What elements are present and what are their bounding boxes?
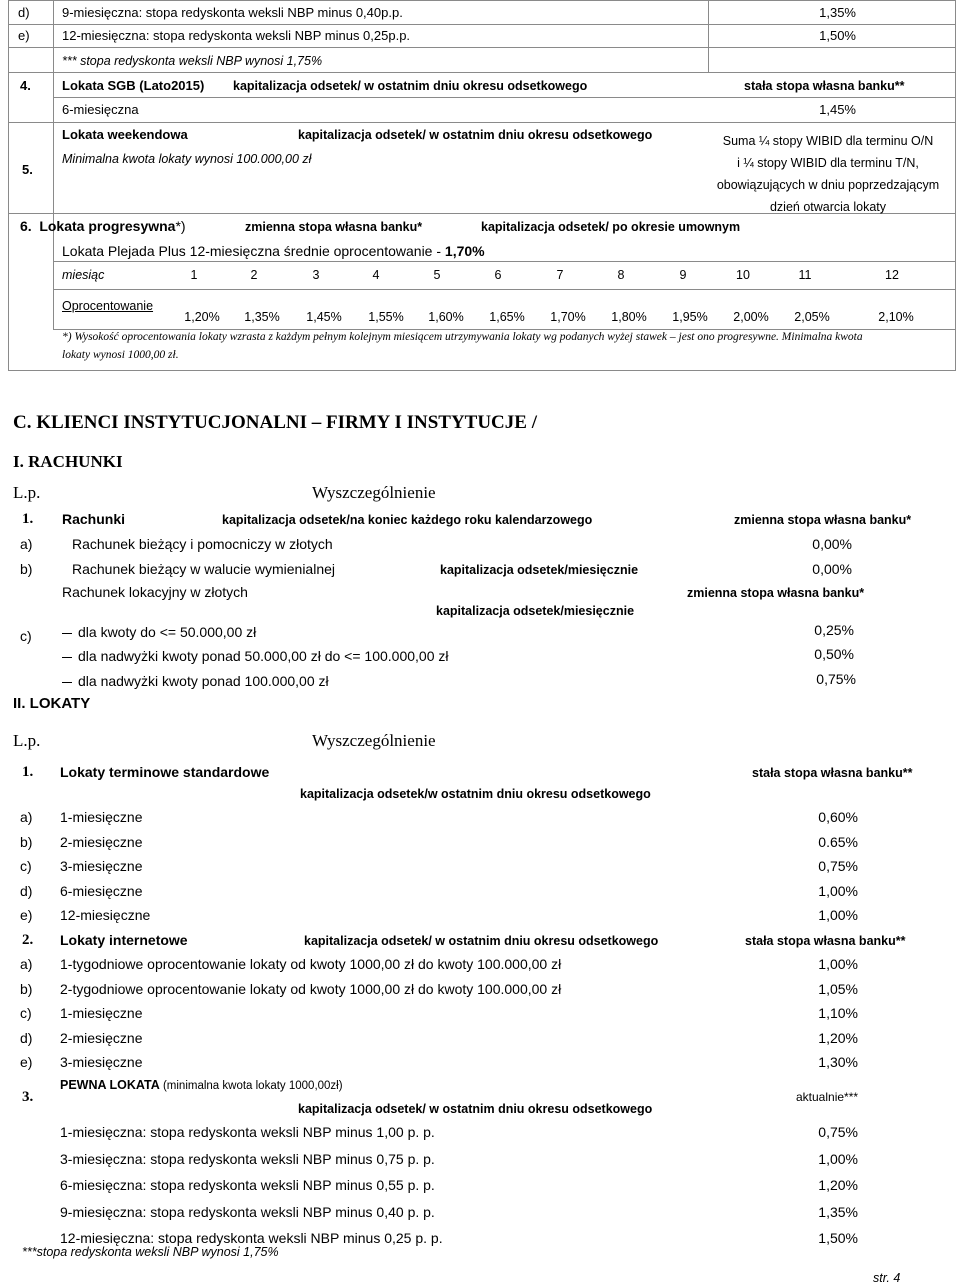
row-value: 0.65% (818, 833, 858, 850)
section-number: 2. (22, 932, 34, 948)
row-value: 1,00% (818, 956, 858, 972)
row-label: 2-miesięczne (60, 833, 143, 850)
lokaty-title: II. LOKATY (13, 695, 91, 712)
capitalization-note: kapitalizacja odsetek/miesięcznie (440, 563, 639, 577)
row-label: 6-miesięczne (60, 882, 143, 899)
row-label: 1-miesięczne (60, 809, 143, 825)
month-rate: 1,80% (611, 310, 647, 324)
row-divider (53, 261, 956, 262)
row-divider (8, 24, 956, 25)
row-letter: a) (20, 809, 33, 825)
row-label: 6-miesięczna: stopa redyskonta weksli NBP minus 0,55 p. p. (60, 1177, 435, 1193)
table-border-top (8, 0, 956, 1)
average-rate: 1,70% (444, 243, 485, 259)
row-divider (53, 289, 956, 290)
tier-value: 0,50% (814, 646, 854, 662)
row-value: 0,75% (818, 1124, 858, 1140)
deposit-heading (20, 218, 186, 234)
row-value: 1,50% (819, 28, 856, 43)
row-divider (8, 122, 956, 123)
section-number: 1. (22, 764, 34, 780)
lp-header: L.p. (13, 731, 41, 750)
capitalization-note: kapitalizacja odsetek/ w ostatnim dniu okresu odsetkowego (298, 128, 653, 142)
footnote: *** stopa redyskonta weksli NBP wynosi 1,75% (62, 54, 323, 68)
row-letter: b) (20, 561, 33, 577)
row-letter: e) (20, 907, 33, 923)
row-value: 1,00% (818, 882, 858, 899)
tier-item (62, 673, 329, 689)
row-letter: d) (18, 5, 30, 20)
month-rate: 1,60% (428, 310, 464, 324)
row-divider (8, 72, 956, 73)
row-value: 1,05% (818, 980, 858, 997)
product-description: 12-miesięczna średnie oprocentowanie - (185, 243, 445, 259)
deposit-title: Lokata progresywna (39, 218, 176, 234)
tier-label: dla nadwyżki kwoty ponad 50.000,00 zł do <= 100.000,00 zł (78, 648, 449, 664)
row-letter: c) (20, 858, 32, 874)
month-number: 6 (494, 268, 502, 282)
row-label: 2-tygodniowe oprocentowanie lokaty od kwoty 1000,00 zł do kwoty 100.000,00 zł (60, 980, 562, 997)
row-value: 0,75% (818, 858, 858, 874)
month-rate: 2,10% (878, 310, 914, 324)
row-label: 2-miesięczne (60, 1029, 143, 1046)
rate-description (708, 130, 948, 218)
row-letter: e) (18, 28, 30, 43)
tier-item (62, 624, 256, 640)
row-value: 0,60% (818, 809, 858, 825)
row-label: Rachunek lokacyjny w złotych (62, 584, 248, 600)
product-summary (62, 243, 485, 259)
row-value: 1,00% (818, 907, 858, 923)
month-rate: 1,95% (672, 310, 708, 324)
row-label: Rachunek bieżący i pomocniczy w złotych (72, 536, 333, 552)
capitalization-note: kapitalizacja odsetek/na koniec każdego roku kalendarzowego (222, 513, 593, 527)
month-number: 8 (617, 268, 625, 282)
row-value: 1,50% (818, 1230, 858, 1246)
row-label: 9-miesięczna: stopa redyskonta weksli NBP minus 0,40 p. p. (60, 1203, 435, 1220)
capitalization-note: kapitalizacja odsetek/w ostatnim dniu okresu odsetkowego (300, 787, 651, 801)
row-label: 3-miesięczna: stopa redyskonta weksli NBP minus 0,75 p. p. (60, 1150, 435, 1167)
rate-line: i ¼ stopy WIBID dla terminu T/N, (737, 156, 919, 170)
month-rate: 1,35% (244, 310, 280, 324)
month-number: 10 (736, 268, 750, 282)
section-number: 3. (22, 1089, 34, 1105)
month-number: 3 (312, 268, 320, 282)
rate-label: Oprocentowanie (62, 299, 154, 313)
lp-header: L.p. (13, 483, 41, 502)
month-rate: 1,45% (306, 310, 342, 324)
row-label: 1-miesięczna: stopa redyskonta weksli NBP minus 1,00 p. p. (60, 1124, 435, 1140)
row-label: 3-miesięczne (60, 1054, 143, 1070)
row-letter: c) (20, 1005, 32, 1021)
row-value: 1,35% (819, 5, 856, 20)
row-value: 1,45% (819, 102, 856, 117)
rate-line: Suma ¼ stopy WIBID dla terminu O/N (722, 134, 934, 148)
table-border-left (8, 0, 9, 371)
dash-marker (62, 682, 72, 683)
minimum-amount-note: Minimalna kwota lokaty wynosi 100.000,00 zł (62, 152, 312, 166)
month-rate: 1,70% (550, 310, 586, 324)
deposit-title: Lokaty internetowe (60, 932, 188, 948)
row-letter: d) (20, 1029, 33, 1046)
row-value: 0,00% (812, 561, 852, 577)
row-divider (53, 329, 956, 330)
rate-type: stała stopa własna banku** (744, 79, 905, 93)
deposit-title: Lokaty terminowe standardowe (60, 764, 270, 780)
capitalization-note: kapitalizacja odsetek/ w ostatnim dniu okresu odsetkowego (304, 934, 659, 948)
section-number: 4. (20, 78, 31, 93)
section-number: 6. (20, 218, 32, 234)
rate-type: stała stopa własna banku** (752, 766, 913, 780)
footnote-marker: *) (175, 218, 186, 234)
month-number: 1 (190, 268, 198, 282)
product-name: Lokata Plejada Plus (62, 243, 186, 259)
tier-value: 0,25% (814, 622, 854, 638)
row-divider (8, 47, 956, 48)
deposit-title: Lokata weekendowa (62, 127, 188, 142)
row-label: 6-miesięczna (62, 102, 139, 117)
row-label: Rachunek bieżący w walucie wymienialnej (72, 561, 336, 577)
row-value: 1,30% (818, 1054, 858, 1070)
month-label: miesiąc (62, 268, 105, 282)
month-rate: 1,55% (368, 310, 404, 324)
tier-label: dla nadwyżki kwoty ponad 100.000,00 zł (78, 673, 329, 689)
row-label: 9-miesięczna: stopa redyskonta weksli NBP minus 0,40p.p. (62, 5, 403, 20)
month-rate: 2,05% (794, 310, 830, 324)
account-title: Rachunki (62, 511, 126, 527)
capitalization-note: kapitalizacja odsetek/ po okresie umownym (481, 220, 741, 234)
table-border-bottom (8, 370, 956, 371)
month-number: 7 (556, 268, 564, 282)
deposit-title-note: (minimalna kwota lokaty 1000,00zł) (159, 1080, 343, 1092)
capitalization-note: kapitalizacja odsetek/miesięcznie (436, 604, 635, 618)
rate-line: dzień otwarcia lokaty (769, 200, 887, 214)
month-rate: 2,00% (733, 310, 769, 324)
row-label: 1-tygodniowe oprocentowanie lokaty od kwoty 1000,00 zł do kwoty 100.000,00 zł (60, 956, 562, 972)
page-number: str. 4 (873, 1271, 901, 1285)
row-label: 12-miesięczna: stopa redyskonta weksli NBP minus 0,25p.p. (62, 28, 411, 43)
rate-type: zmienna stopa własna banku* (687, 586, 865, 600)
dash-marker (62, 657, 72, 658)
row-value: 1,10% (818, 1005, 858, 1021)
row-divider (53, 97, 956, 98)
footnote: *) Wysokość oprocentowania lokaty wzrasta z każdym pełnym kolejnym miesiącem utrzymywania lokaty wg podanych wyżej stawek – jest ono progresywne. Minimalna kwota (62, 331, 863, 343)
row-label: 3-miesięczne (60, 858, 143, 874)
row-value: 1,20% (818, 1029, 858, 1046)
col-divider (708, 0, 709, 72)
month-number: 12 (885, 268, 899, 282)
row-letter: e) (20, 1054, 33, 1070)
row-letter: b) (20, 833, 33, 850)
rate-type: zmienna stopa własna banku* (245, 220, 423, 234)
section-c-title: C. KLIENCI INSTYTUCJONALNI – FIRMY I INSTYTUCJE / (13, 412, 537, 433)
tier-value: 0,75% (816, 671, 856, 687)
deposit-heading (60, 1077, 343, 1092)
row-letter: d) (20, 882, 33, 899)
row-label: 1-miesięczne (60, 1005, 143, 1021)
row-letter: b) (20, 980, 33, 997)
tier-item (62, 648, 448, 664)
month-rate: 1,20% (184, 310, 220, 324)
month-number: 5 (433, 268, 441, 282)
column-header: Wyszczególnienie (312, 731, 436, 750)
month-number: 2 (250, 268, 258, 282)
row-label: 12-miesięczne (60, 907, 151, 923)
month-number: 11 (798, 268, 812, 282)
rate-line: obowiązujących w dniu poprzedzającym (716, 178, 940, 192)
row-value: 1,35% (818, 1203, 858, 1220)
dash-marker (62, 633, 72, 634)
table-border-right (955, 0, 956, 371)
footnote: ***stopa redyskonta weksli NBP wynosi 1,75% (22, 1245, 279, 1259)
month-rate: 1,65% (489, 310, 525, 324)
month-number: 9 (679, 268, 687, 282)
col-divider (53, 0, 54, 330)
rate-type: zmienna stopa własna banku* (734, 513, 912, 527)
tier-label: dla kwoty do <= 50.000,00 zł (78, 624, 257, 640)
month-number: 4 (372, 268, 380, 282)
row-letter: a) (20, 956, 33, 972)
section-number: 5. (22, 162, 33, 177)
row-letter: c) (20, 628, 32, 644)
rate-type: aktualnie*** (796, 1090, 859, 1104)
row-value: 1,20% (818, 1177, 858, 1193)
row-label: 12-miesięczna: stopa redyskonta weksli NBP minus 0,25 p. p. (60, 1230, 443, 1246)
footnote: lokaty wynosi 1000,00 zł. (62, 349, 179, 361)
rachunki-title: I. RACHUNKI (13, 452, 123, 471)
rate-type: stała stopa własna banku** (745, 934, 906, 948)
deposit-title: Lokata SGB (Lato2015) (62, 78, 205, 93)
deposit-title: PEWNA LOKATA (60, 1078, 160, 1092)
column-header: Wyszczególnienie (312, 483, 436, 502)
row-value: 0,00% (812, 536, 852, 552)
row-value: 1,00% (818, 1150, 858, 1167)
capitalization-note: kapitalizacja odsetek/ w ostatnim dniu okresu odsetkowego (233, 79, 588, 93)
row-letter: a) (20, 536, 33, 552)
section-number: 1. (22, 511, 34, 527)
capitalization-note: kapitalizacja odsetek/ w ostatnim dniu okresu odsetkowego (298, 1102, 653, 1116)
